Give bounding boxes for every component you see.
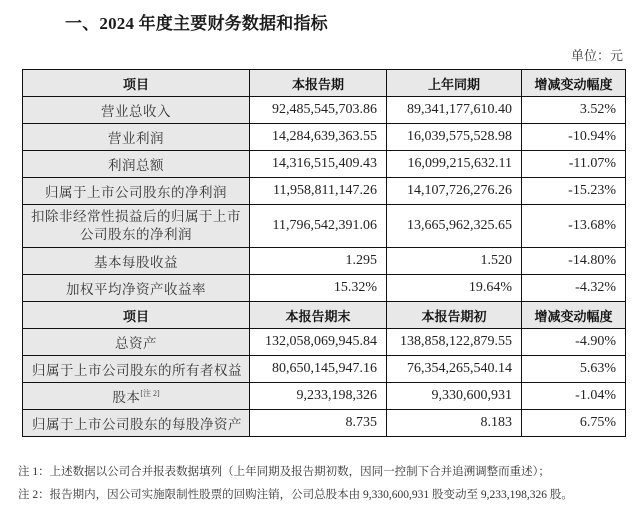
change-value: -13.68% (522, 205, 626, 248)
table-row (23, 383, 626, 410)
row-label: 归属于上市公司股东的每股净资产 (23, 410, 250, 437)
table-row (23, 178, 626, 205)
change-value: 3.52% (522, 97, 626, 124)
row-label: 股本 (112, 390, 141, 405)
table-header-row (23, 302, 626, 329)
footnote-2: 注 2：报告期内，因公司实施限制性股票的回购注销，公司总股本由 9,330,600,931 股变动至 9,233,198,326 股。 (18, 489, 573, 501)
current-value: 11,796,542,391.06 (250, 205, 387, 248)
previous-value: 16,099,215,632.11 (387, 151, 522, 178)
previous-value: 76,354,265,540.14 (387, 356, 522, 383)
current-value: 15.32% (250, 275, 387, 302)
table-row (23, 151, 626, 178)
change-value: -4.32% (522, 275, 626, 302)
previous-value: 89,341,177,610.40 (387, 97, 522, 124)
header-item: 项目 (23, 302, 250, 329)
header-period-end: 本报告期末 (250, 302, 387, 329)
previous-value: 13,665,962,325.65 (387, 205, 522, 248)
row-label-with-note (23, 383, 250, 410)
footnote-1: 注 1：上述数据以公司合并报表数据填列（上年同期及报告期初数，因同一控制下合并追溯调整而重述）； (18, 466, 550, 478)
table-row (23, 329, 626, 356)
row-label: 利润总额 (23, 151, 250, 178)
table-row (23, 124, 626, 151)
footnote-ref: [注 2] (140, 389, 160, 398)
current-value: 14,284,639,363.55 (250, 124, 387, 151)
row-label: 总资产 (23, 329, 250, 356)
row-label: 营业利润 (23, 124, 250, 151)
table-row (23, 275, 626, 302)
previous-value: 138,858,122,879.55 (387, 329, 522, 356)
header-change: 增减变动幅度 (522, 302, 626, 329)
change-value: -15.23% (522, 178, 626, 205)
previous-value: 16,039,575,528.98 (387, 124, 522, 151)
row-label: 归属于上市公司股东的净利润 (23, 178, 250, 205)
table-row (23, 248, 626, 275)
previous-value: 8.183 (387, 410, 522, 437)
row-label: 加权平均净资产收益率 (23, 275, 250, 302)
header-period-start: 本报告期初 (387, 302, 522, 329)
table-row (23, 205, 626, 248)
current-value: 92,485,545,703.86 (250, 97, 387, 124)
header-item: 项目 (23, 70, 250, 97)
change-value: 6.75% (522, 410, 626, 437)
current-value: 132,058,069,945.84 (250, 329, 387, 356)
current-value: 9,233,198,326 (250, 383, 387, 410)
financial-data-table (22, 69, 626, 437)
previous-value: 9,330,600,931 (387, 383, 522, 410)
header-change: 增减变动幅度 (522, 70, 626, 97)
table-row (23, 410, 626, 437)
table-row (23, 356, 626, 383)
current-value: 14,316,515,409.43 (250, 151, 387, 178)
section-title: 一、2024 年度主要财务数据和指标 (65, 14, 328, 33)
unit-label: 单位：元 (570, 48, 623, 63)
table-header-row (23, 70, 626, 97)
previous-value: 19.64% (387, 275, 522, 302)
header-current-period: 本报告期 (250, 70, 387, 97)
current-value: 1.295 (250, 248, 387, 275)
header-previous-period: 上年同期 (387, 70, 522, 97)
table-row (23, 97, 626, 124)
row-label: 营业总收入 (23, 97, 250, 124)
current-value: 8.735 (250, 410, 387, 437)
change-value: -14.80% (522, 248, 626, 275)
previous-value: 14,107,726,276.26 (387, 178, 522, 205)
change-value: -4.90% (522, 329, 626, 356)
previous-value: 1.520 (387, 248, 522, 275)
row-label: 归属于上市公司股东的所有者权益 (23, 356, 250, 383)
row-label: 基本每股收益 (23, 248, 250, 275)
change-value: -10.94% (522, 124, 626, 151)
change-value: -11.07% (522, 151, 626, 178)
current-value: 80,650,145,947.16 (250, 356, 387, 383)
row-label: 扣除非经常性损益后的归属于上市公司股东的净利润 (23, 205, 250, 248)
change-value: -1.04% (522, 383, 626, 410)
change-value: 5.63% (522, 356, 626, 383)
current-value: 11,958,811,147.26 (250, 178, 387, 205)
